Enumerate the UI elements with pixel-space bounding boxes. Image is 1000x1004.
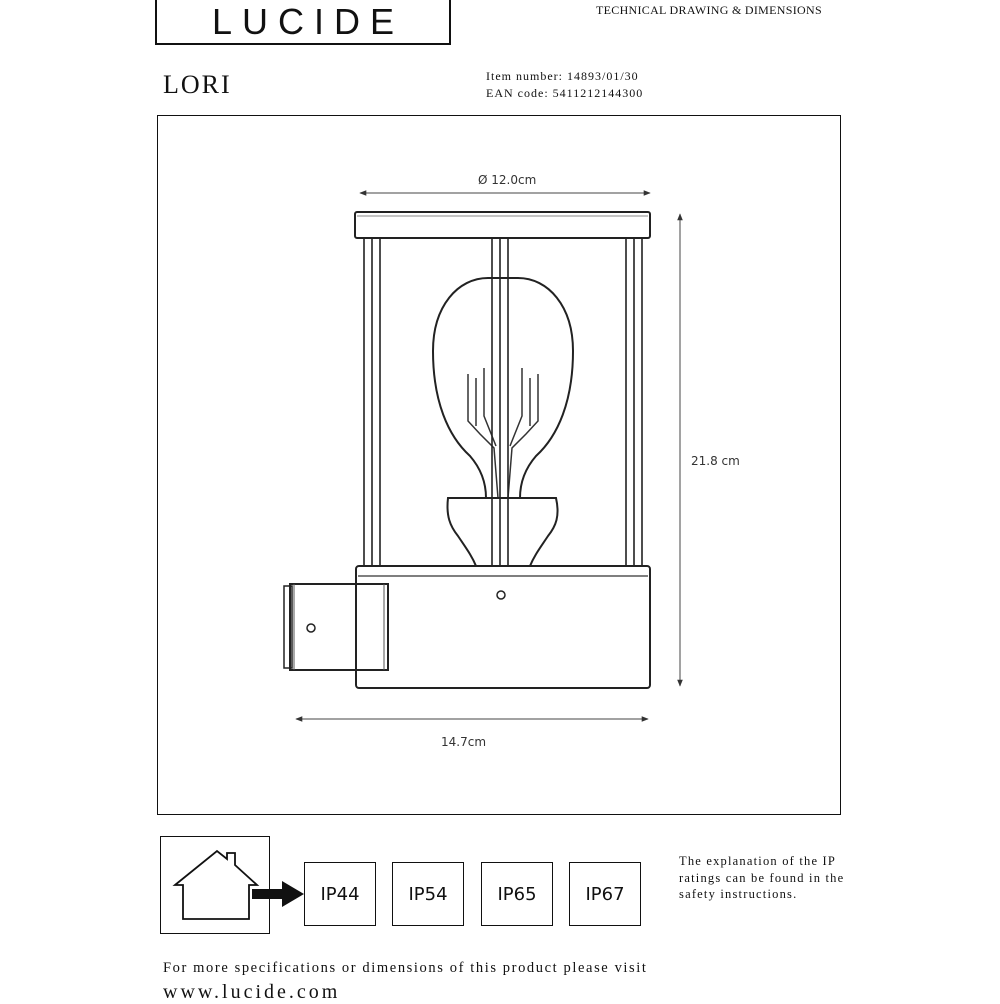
base-screw [497,591,505,599]
bulb-outline [433,278,573,498]
diameter-label: Ø 12.0cm [478,173,537,187]
product-name: LORI [163,70,232,99]
product-meta [486,68,643,102]
wall-mount-bracket [290,584,388,670]
website-link[interactable]: www.lucide.com [163,981,341,1003]
ip-rating-badge-ip44: IP44 [304,862,376,926]
brand-logo-text: LUCIDE [211,0,405,42]
bracket-screw [307,624,315,632]
lamp-base-body [356,566,650,688]
width-label: 14.7cm [441,735,487,749]
ean-code: EAN code: 5411212144300 [486,86,644,100]
height-label: 21.8 cm [691,454,740,468]
ip-rating-badge-ip54: IP54 [392,862,464,926]
socket-base [447,498,557,566]
ip-rating-note: The explanation of the IP ratings can be found in the safety instructions. [679,854,845,901]
ip-rating-badge-ip67: IP67 [569,862,641,926]
arrow-right-icon [252,881,304,907]
frame-bars [364,238,642,566]
bulb-filament [468,368,538,498]
brand-logo [155,0,451,45]
footer-text: For more specifications or dimensions of this product please visit [163,960,648,976]
item-number: Item number: 14893/01/30 [486,69,639,83]
document-type: TECHNICAL DRAWING & DIMENSIONS [596,3,822,17]
ip-rating-badge-ip65: IP65 [481,862,553,926]
technical-drawing-frame [157,115,841,815]
